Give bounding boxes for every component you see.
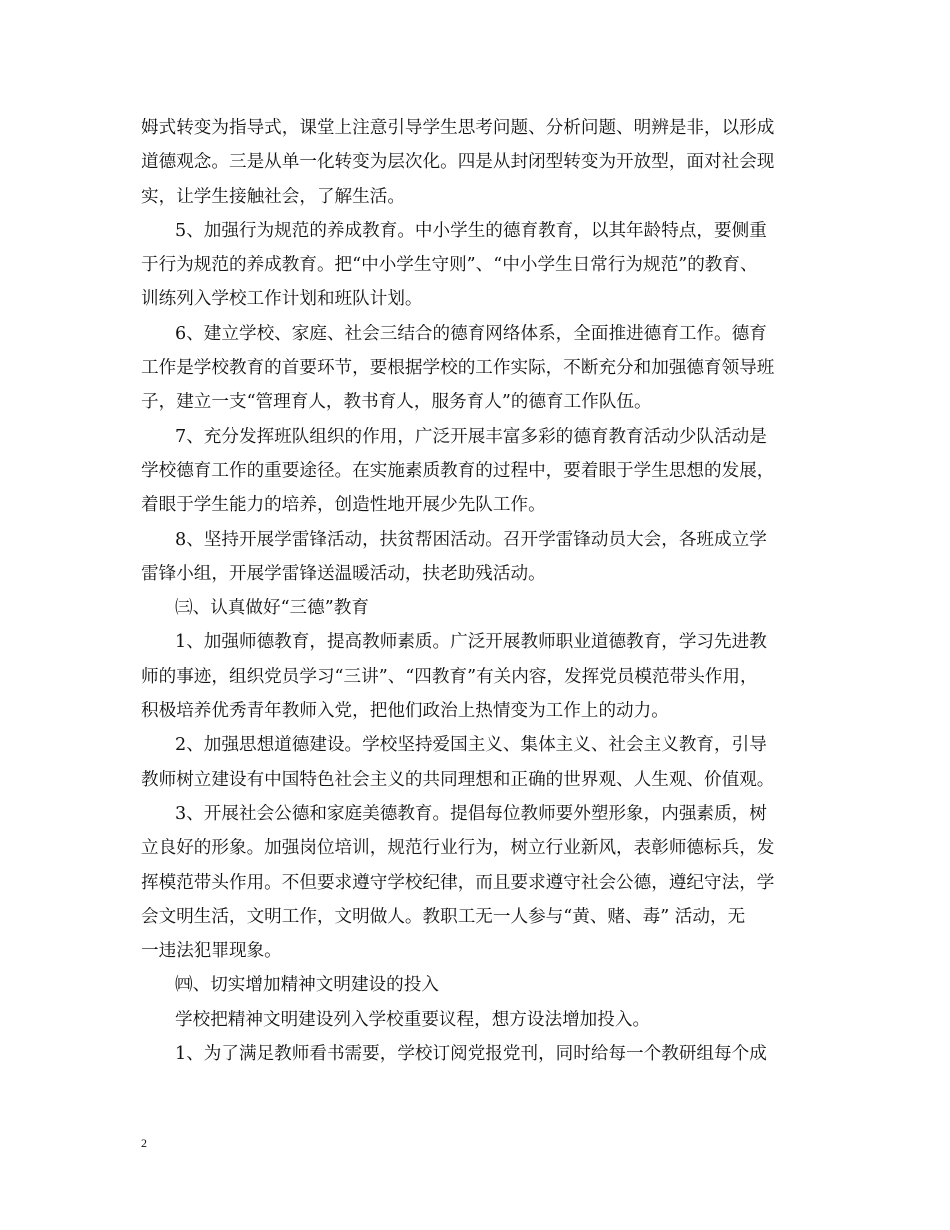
text-line: 着眼于学生能力的培养，创造性地开展少先队工作。 — [141, 495, 546, 516]
section-heading: ㈢、认真做好“三德”教育 — [175, 598, 369, 619]
text-line: 姆式转变为指导式，课堂上注意引导学生思考问题、分析问题、明辨是非，以形成 — [141, 118, 775, 138]
paragraph-first-line: 8、坚持开展学雷锋活动，扶贫帮困活动。召开学雷锋动员大会，各班成立学 — [175, 529, 767, 550]
text-line: 积极培养优秀青年教师入党，把他们政治上热情变为工作上的动力。 — [141, 701, 669, 722]
text-line: 训练列入学校工作计划和班队计划。 — [141, 289, 423, 310]
text-line: 教师树立建设有中国特色社会主义的共同理想和正确的世界观、人生观、价值观。 — [141, 769, 775, 790]
paragraph-first-line: 1、加强师德教育，提高教师素质。广泛开展教师职业道德教育，学习先进教 — [175, 632, 767, 653]
text-line: 道德观念。三是从单一化转变为层次化。四是从封闭型转变为开放型，面对社会现 — [141, 152, 775, 173]
paragraph-first-line: 6、建立学校、家庭、社会三结合的德育网络体系，全面推进德育工作。德育 — [175, 323, 767, 344]
text-line: 于行为规范的养成教育。把“中小学生守则”、“中小学生日常行为规范”的教育、 — [141, 255, 758, 276]
page-number: 2 — [141, 1136, 147, 1150]
text-line: 子，建立一支“管理育人，教书育人，服务育人”的德育工作队伍。 — [141, 392, 652, 413]
section-heading: ㈣、切实增加精神文明建设的投入 — [175, 975, 439, 996]
text-line: 立良好的形象。加强岗位培训，规范行业行为，树立行业新风，表彰师德标兵，发 — [141, 838, 775, 859]
paragraph-first-line: 5、加强行为规范的养成教育。中小学生的德育教育，以其年龄特点，要侧重 — [175, 220, 767, 241]
text-line: 实，让学生接触社会，了解生活。 — [141, 186, 405, 207]
paragraph-first-line: 学校把精神文明建设列入学校重要议程，想方设法增加投入。 — [175, 1009, 651, 1030]
paragraph-first-line: 1、为了满足教师看书需要，学校订阅党报党刊，同时给每一个教研组每个成 — [175, 1044, 767, 1065]
document-body — [141, 111, 821, 1071]
text-line: 雷锋小组，开展学雷锋送温暖活动，扶老助残活动。 — [141, 563, 546, 584]
paragraph-first-line: 2、加强思想道德建设。学校坚持爱国主义、集体主义、社会主义教育，引导 — [175, 735, 767, 756]
text-line: 工作是学校教育的首要环节，要根据学校的工作实际，不断充分和加强德育领导班 — [141, 358, 775, 379]
text-line: 挥模范带头作用。不但要求遵守学校纪律，而且要求遵守社会公德，遵纪守法，学 — [141, 872, 775, 893]
text-line: 师的事迹，组织党员学习“三讲”、“四教育”有关内容，发挥党员模范带头作用， — [141, 666, 758, 687]
paragraph-first-line: 3、开展社会公德和家庭美德教育。提倡每位教师要外塑形象，内强素质，树 — [175, 803, 767, 824]
text-line: 一违法犯罪现象。 — [141, 941, 282, 962]
text-line: 会文明生活，文明工作，文明做人。教职工无一人参与“黄、赌、毒” 活动，无 — [141, 906, 746, 927]
paragraph-first-line: 7、充分发挥班队组织的作用，广泛开展丰富多彩的德育教育活动少队活动是 — [175, 426, 767, 447]
text-line: 学校德育工作的重要途径。在实施素质教育的过程中，要着眼于学生思想的发展， — [141, 460, 775, 481]
